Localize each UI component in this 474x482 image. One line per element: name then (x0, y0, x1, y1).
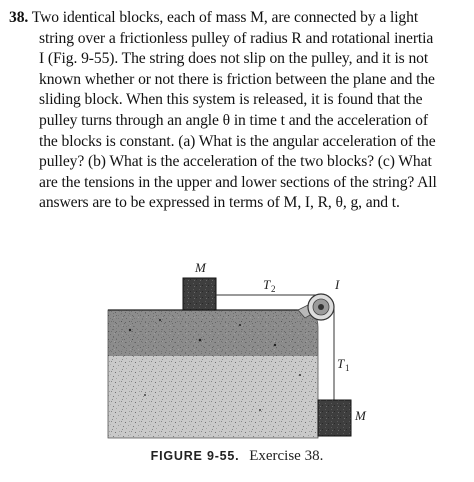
table (108, 310, 318, 438)
problem-line-5: sliding block. When this system is released, it is found that the (39, 91, 423, 109)
problem-line-3: I (Fig. 9-55). The string does not slip on the pulley, and it is not (39, 50, 429, 68)
problem-line-4: known whether or not there is friction between the plane and the (39, 70, 435, 88)
problem-line-1: 38. Two identical blocks, each of mass M, are connected by a light (9, 9, 419, 26)
problem-number: 38. (9, 9, 29, 26)
lower-tension-subscript: 1 (345, 363, 350, 373)
problem-line-7: the blocks is constant. (a) What is the angular acceleration of the (39, 132, 436, 150)
hanging-block-mass-label: M (355, 408, 366, 423)
figure-caption-label: FIGURE 9-55. (150, 449, 240, 463)
figure-caption (0, 448, 474, 465)
upper-block-mass-label: M (195, 260, 206, 275)
lower-tension-label: T (337, 356, 345, 371)
problem-line-6: pulley turns through an angle θ in time t and the acceleration of (39, 111, 428, 129)
problem-line-9: are the tensions in the upper and lower sections of the string? All (39, 173, 437, 191)
problem-line-2: string over a frictionless pulley of radius R and rotational inertia (39, 29, 434, 47)
pulley-inertia-label: I (335, 277, 340, 292)
problem-line-10: answers are to be expressed in terms of M, I, R, θ, g, and t. (39, 194, 400, 212)
pulley (308, 294, 334, 320)
problem-line-8: pulley? (b) What is the acceleration of the two blocks? (c) What (39, 153, 432, 171)
upper-tension-subscript: 2 (271, 284, 276, 294)
hanging-block (318, 400, 351, 436)
upper-tension-label: T (263, 277, 271, 292)
upper-block (183, 278, 216, 310)
figure-caption-text: Exercise 38. (249, 448, 324, 464)
